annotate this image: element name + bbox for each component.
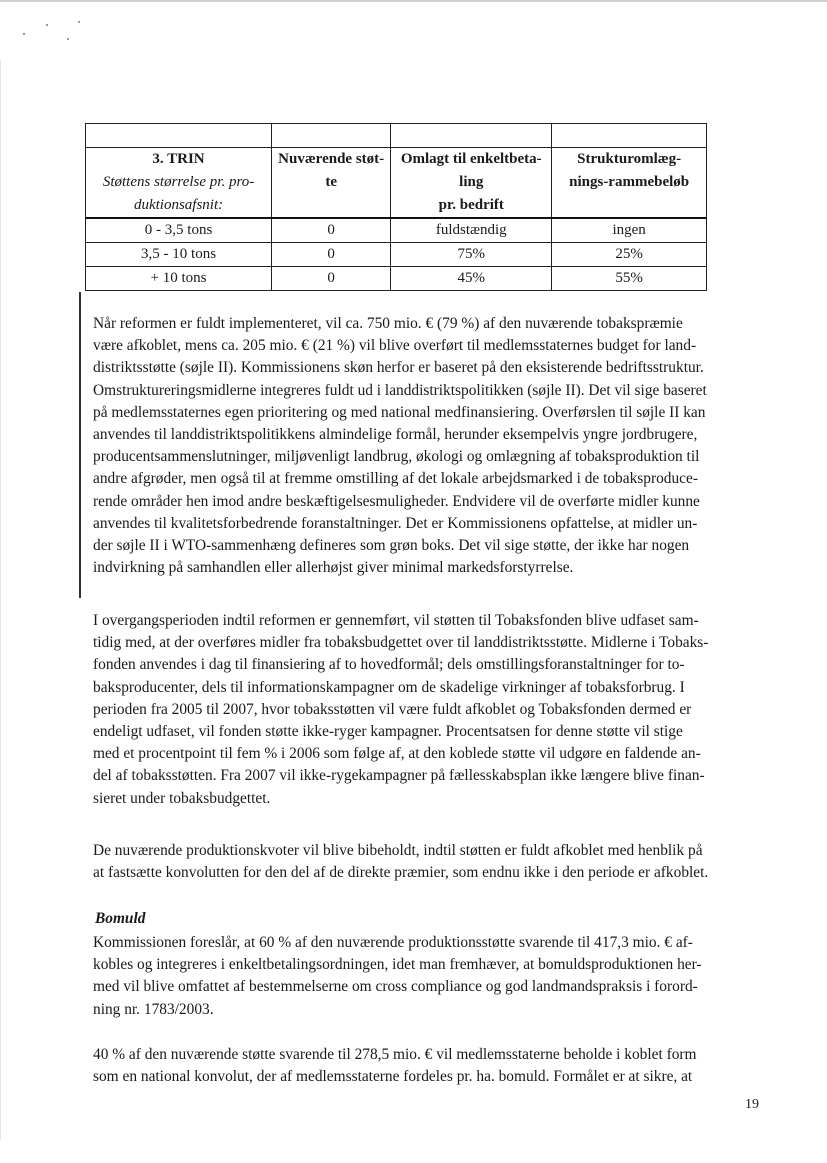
table-row: 3,5 - 10 tons 0 75% 25%: [86, 243, 707, 267]
stage-title: 3. TRIN: [152, 151, 205, 167]
scan-speck: [67, 38, 69, 40]
paragraph-transition: I overgangsperioden indtil reformen er gennemført, vil støtten til Tobaksfonden blive udfaset sam- tidig med, at der overføres midler fra tobaksbudgettet over til landdistriktsstøtte. Midlerne i Tobaks- fonden anvendes i dag til finansiering af to hovedformål; dels omstillingsforanstaltninger for to- baksproducenter, dels til informationskampagner om de skadelige virkninger af tobaksforbrug. I perioden fra 2005 til 2007, hvor tobaksstøtten vil være fuldt afkoblet og Tobaksfonden dermed er endeligt udfaset, vil fonden støtte ikke-ryger kampagner. Procentsatsen for denne støtte vil stige med et procentpoint til fem % i 2006 som følge af, at den koblede støtte vil udgøre en faldende an- del af tobaksstøtten. Fra 2007 vil ikke-rygekampagner på fællesskabsplan ikke længere blive finan- sieret under tobaksbudgettet.: [93, 612, 709, 807]
stage-subtitle-line-2: duktionsafsnit:: [133, 197, 224, 213]
scan-edge-top: [0, 0, 827, 2]
paragraph-cotton-proposal: Kommissionen foreslår, at 60 % af den nuværende produktionsstøtte svarende til 417,3 mio. € af- kobles og integreres i enkeltbetalingsordningen, idet man fremhæver, at bomuldsproduktionen her- med vil blive omfattet af bestemmelserne om cross compliance og god landmandspraksis i forord- ning nr. 1783/2003.: [93, 934, 702, 1018]
header-cell-framework: Strukturomlæg- nings-rammebeløb: [552, 148, 707, 219]
page-number: 19: [745, 1097, 759, 1112]
table-header-row: [86, 148, 707, 219]
header-cell-current: Nuværende støt- te: [272, 148, 391, 219]
table-row: + 10 tons 0 45% 55%: [86, 267, 707, 291]
paragraph-cotton-national: 40 % af den nuværende støtte svarende til 278,5 mio. € vil medlemsstaterne beholde i koblet form som en national konvolut, der af medlemsstaterne fordeles pr. ha. bomuld. Formålet er at sikre, at: [93, 1046, 697, 1086]
scan-speck: [23, 33, 25, 35]
stage-subtitle-line-1: Støttens størrelse pr. pro-: [102, 174, 255, 190]
header-cell-stage: [86, 148, 272, 219]
scan-edge-left: [0, 60, 1, 1140]
scan-speck: [46, 24, 48, 26]
support-table: [85, 123, 707, 291]
table-blank-row: [86, 124, 707, 148]
paragraph-quotas: De nuværende produktionskvoter vil blive bibeholdt, indtil støtten er fuldt afkoblet med henblik på at fastsætte konvolutten for den del af de direkte præmier, som endnu ikke i den periode er afkoblet.: [93, 842, 709, 882]
header-cell-decoupled: Omlagt til enkeltbeta- ling pr. bedrift: [391, 148, 552, 219]
table-row: 0 - 3,5 tons 0 fuldstændig ingen: [86, 218, 707, 243]
paragraph-reform: Når reformen er fuldt implementeret, vil ca. 750 mio. € (79 %) af den nuværende tobakspræmie være afkoblet, mens ca. 205 mio. € (21 %) vil blive overført til medlemsstaternes budget for land- distriktsstøtte (søjle II). Kommissionens skøn herfor er baseret på den eksisterende bedriftsstruktur. Omstruktureringsmidlerne integreres fuldt ud i landdistriktspolitikken (søjle II). Det vil sige baseret på medlemsstaternes egen prioritering og med national medfinansiering. Overførslen til søjle II kan anvendes til landdistriktspolitikkens almindelige formål, herunder eksempelvis yngre jordbrugere, producentsammenslutninger, miljøvenligt landbrug, økologi og omlægning af tobaksproduktion til andre afgrøder, men også til at fremme omstilling af det lokale arbejdsmarked i de tobaksproduce- rende områder hen imod andre beskæftigelsesmuligheder. Endvidere vil de overførte midler kunne anvendes til kvalitetsforbedrende foranstaltninger. Det er Kommissionens opfattelse, at midler un- der søjle II i WTO-sammenhæng defineres som grøn boks. Det vil sige støtte, der ikke har nogen indvirkning på samhandlen eller allerhøjst giver minimal markedsforstyrrelse.: [93, 315, 707, 577]
section-heading: Bomuld: [95, 910, 146, 927]
margin-change-bar: [79, 292, 81, 598]
scan-speck: [78, 21, 80, 23]
